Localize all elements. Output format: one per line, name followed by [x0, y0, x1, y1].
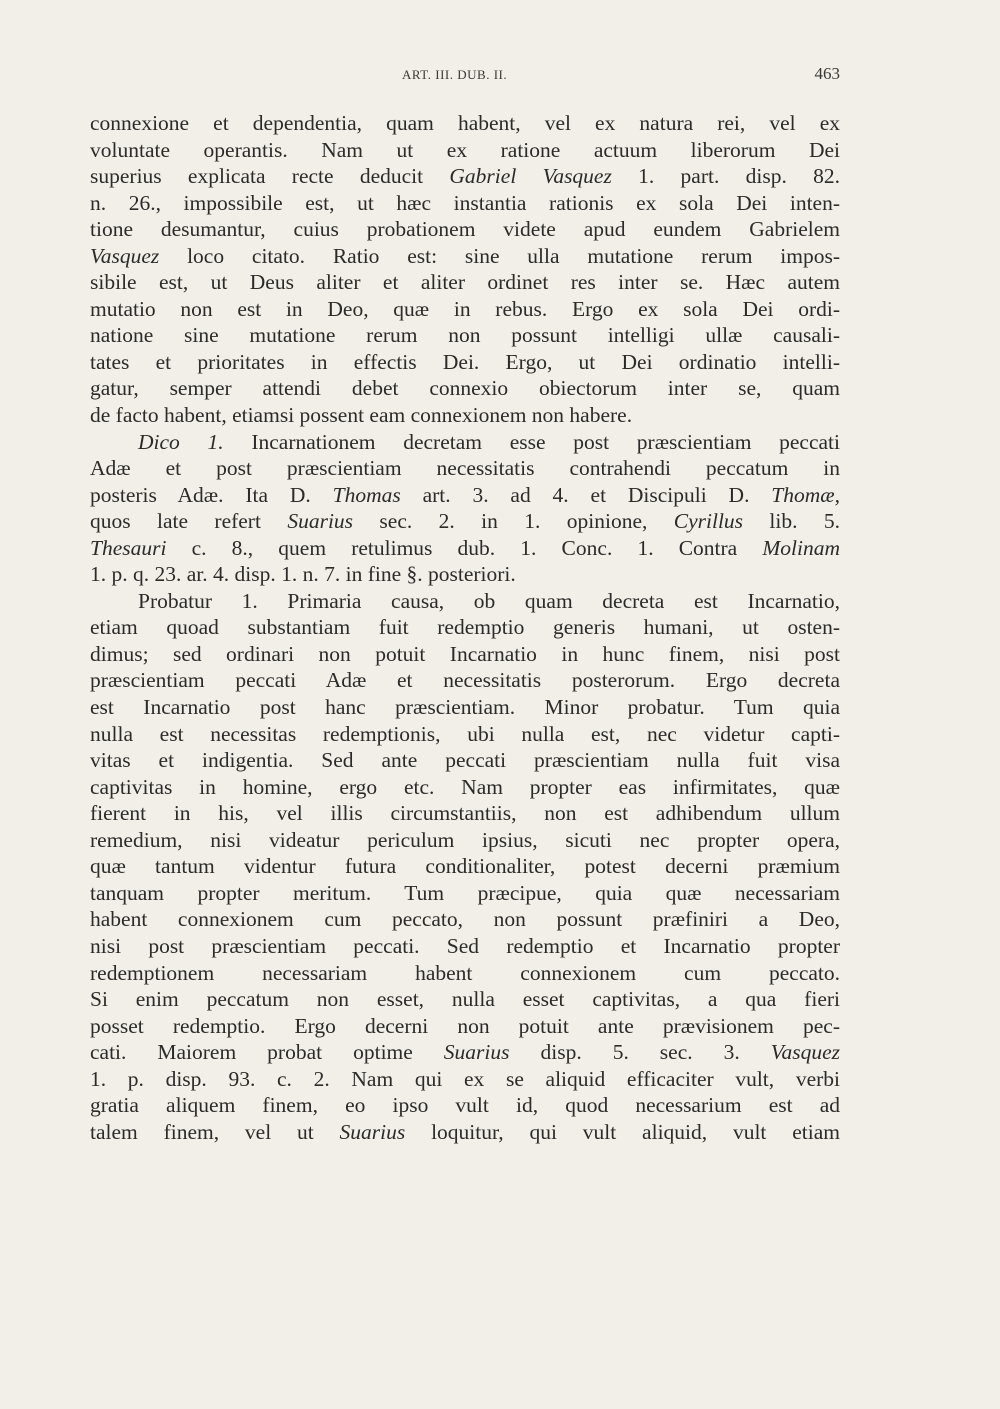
- text-line: Thesauri c. 8., quem retulimus dub. 1. Conc. 1. Contra Molinam: [90, 535, 840, 560]
- body-text: [90, 110, 840, 1145]
- text-line: voluntate operantis. Nam ut ex ratione actuum liberorum Dei: [90, 137, 840, 162]
- text-line: nisi post præscientiam peccati. Sed redemptio et Incarnatio propter: [90, 933, 840, 958]
- text-line: fierent in his, vel illis circumstantiis, non est adhibendum ullum: [90, 801, 840, 826]
- text-line: n. 26., impossibile est, ut hæc instantia rationis ex sola Dei inten-: [90, 190, 840, 215]
- italic-reference: Dico 1.: [138, 429, 224, 454]
- italic-reference: Thesauri: [90, 535, 167, 560]
- italic-reference: Molinam: [762, 535, 840, 560]
- italic-reference: Vasquez: [770, 1040, 841, 1065]
- italic-reference: Cyrillus: [673, 509, 744, 534]
- text-line: Si enim peccatum non esset, nulla esset captivitas, a qua fieri: [90, 987, 840, 1012]
- text-line: cati. Maiorem probat optime Suarius disp. 5. sec. 3. Vasquez: [90, 1040, 841, 1065]
- text-line: etiam quoad substantiam fuit redemptio generis humani, ut osten-: [90, 615, 840, 640]
- italic-reference: Suarius: [339, 1119, 406, 1144]
- text-line: mutatio non est in Deo, quæ in rebus. Ergo ex sola Dei ordi-: [90, 296, 840, 321]
- text-line: Adæ et post præscientiam necessitatis contrahendi peccatum in: [90, 456, 840, 481]
- text-line: dimus; sed ordinari non potuit Incarnatio in hunc finem, nisi post: [90, 641, 840, 666]
- text-line: natione sine mutatione rerum non possunt intelligi ullæ causali-: [90, 323, 840, 348]
- text-line: quos late refert Suarius sec. 2. in 1. opinione, Cyrillus lib. 5.: [90, 509, 841, 534]
- text-line: posteris Adæ. Ita D. Thomas art. 3. ad 4. et Discipuli D. Thomæ,: [90, 482, 840, 507]
- text-line: Vasquez loco citato. Ratio est: sine ulla mutatione rerum impos-: [90, 243, 840, 268]
- italic-reference: Vasquez: [90, 243, 160, 268]
- text-line: Dico 1. Incarnationem decretam esse post præscientiam peccati: [138, 429, 841, 454]
- text-line: tanquam propter meritum. Tum præcipue, quia quæ necessariam: [90, 880, 840, 905]
- text-line: est Incarnatio post hanc præscientiam. Minor probatur. Tum quia: [90, 695, 840, 720]
- text-line: talem finem, vel ut Suarius loquitur, qui vult aliquid, vult etiam: [90, 1119, 840, 1144]
- italic-reference: Suarius: [443, 1040, 510, 1065]
- italic-reference: Thomæ,: [771, 482, 840, 507]
- text-line: sibile est, ut Deus aliter et aliter ordinet res inter se. Hæc autem: [90, 270, 840, 295]
- text-line: tione desumantur, cuius probationem videte apud eundem Gabrielem: [90, 217, 840, 242]
- text-line: vitas et indigentia. Sed ante peccati præscientiam nulla fuit visa: [90, 748, 840, 773]
- text-line: habent connexionem cum peccato, non possunt præfiniri a Deo,: [90, 907, 840, 932]
- text-line: redemptionem necessariam habent connexionem cum peccato.: [90, 960, 840, 985]
- page-header: [90, 64, 840, 90]
- text-line: 1. p. disp. 93. c. 2. Nam qui ex se aliquid efficaciter vult, verbi: [90, 1066, 840, 1091]
- italic-reference: Gabriel Vasquez: [449, 164, 612, 189]
- text-line: connexione et dependentia, quam habent, vel ex natura rei, vel ex: [90, 111, 840, 135]
- italic-reference: Thomas: [332, 482, 401, 507]
- text-line: quæ tantum videntur futura conditionaliter, potest decerni præmium: [90, 854, 840, 879]
- page-number: 463: [814, 64, 840, 83]
- text-line: 1. p. q. 23. ar. 4. disp. 1. n. 7. in fine §. posteriori.: [90, 562, 516, 587]
- italic-reference: Suarius: [287, 509, 354, 534]
- running-head: ART. III. DUB. II.: [402, 67, 508, 82]
- text-line: Probatur 1. Primaria causa, ob quam decreta est Incarnatio,: [138, 588, 840, 613]
- text-line: præscientiam peccati Adæ et necessitatis posterorum. Ergo decreta: [90, 668, 840, 693]
- text-line: captivitas in homine, ergo etc. Nam propter eas infirmitates, quæ: [90, 774, 840, 799]
- text-line: tates et prioritates in effectis Dei. Ergo, ut Dei ordinatio intelli-: [90, 349, 840, 374]
- text-line: de facto habent, etiamsi possent eam connexionem non habere.: [90, 403, 633, 428]
- text-line: superius explicata recte deducit Gabriel Vasquez 1. part. disp. 82.: [90, 164, 840, 189]
- text-line: gratia aliquem finem, eo ipso vult id, quod necessarium est ad: [90, 1093, 840, 1118]
- text-line: remedium, nisi videatur periculum ipsius, sicuti nec propter opera,: [90, 827, 840, 852]
- text-line: gatur, semper attendi debet connexio obiectorum inter se, quam: [90, 376, 840, 401]
- text-line: nulla est necessitas redemptionis, ubi nulla est, nec videtur capti-: [90, 721, 840, 746]
- text-line: posset redemptio. Ergo decerni non potuit ante prævisionem pec-: [90, 1013, 840, 1038]
